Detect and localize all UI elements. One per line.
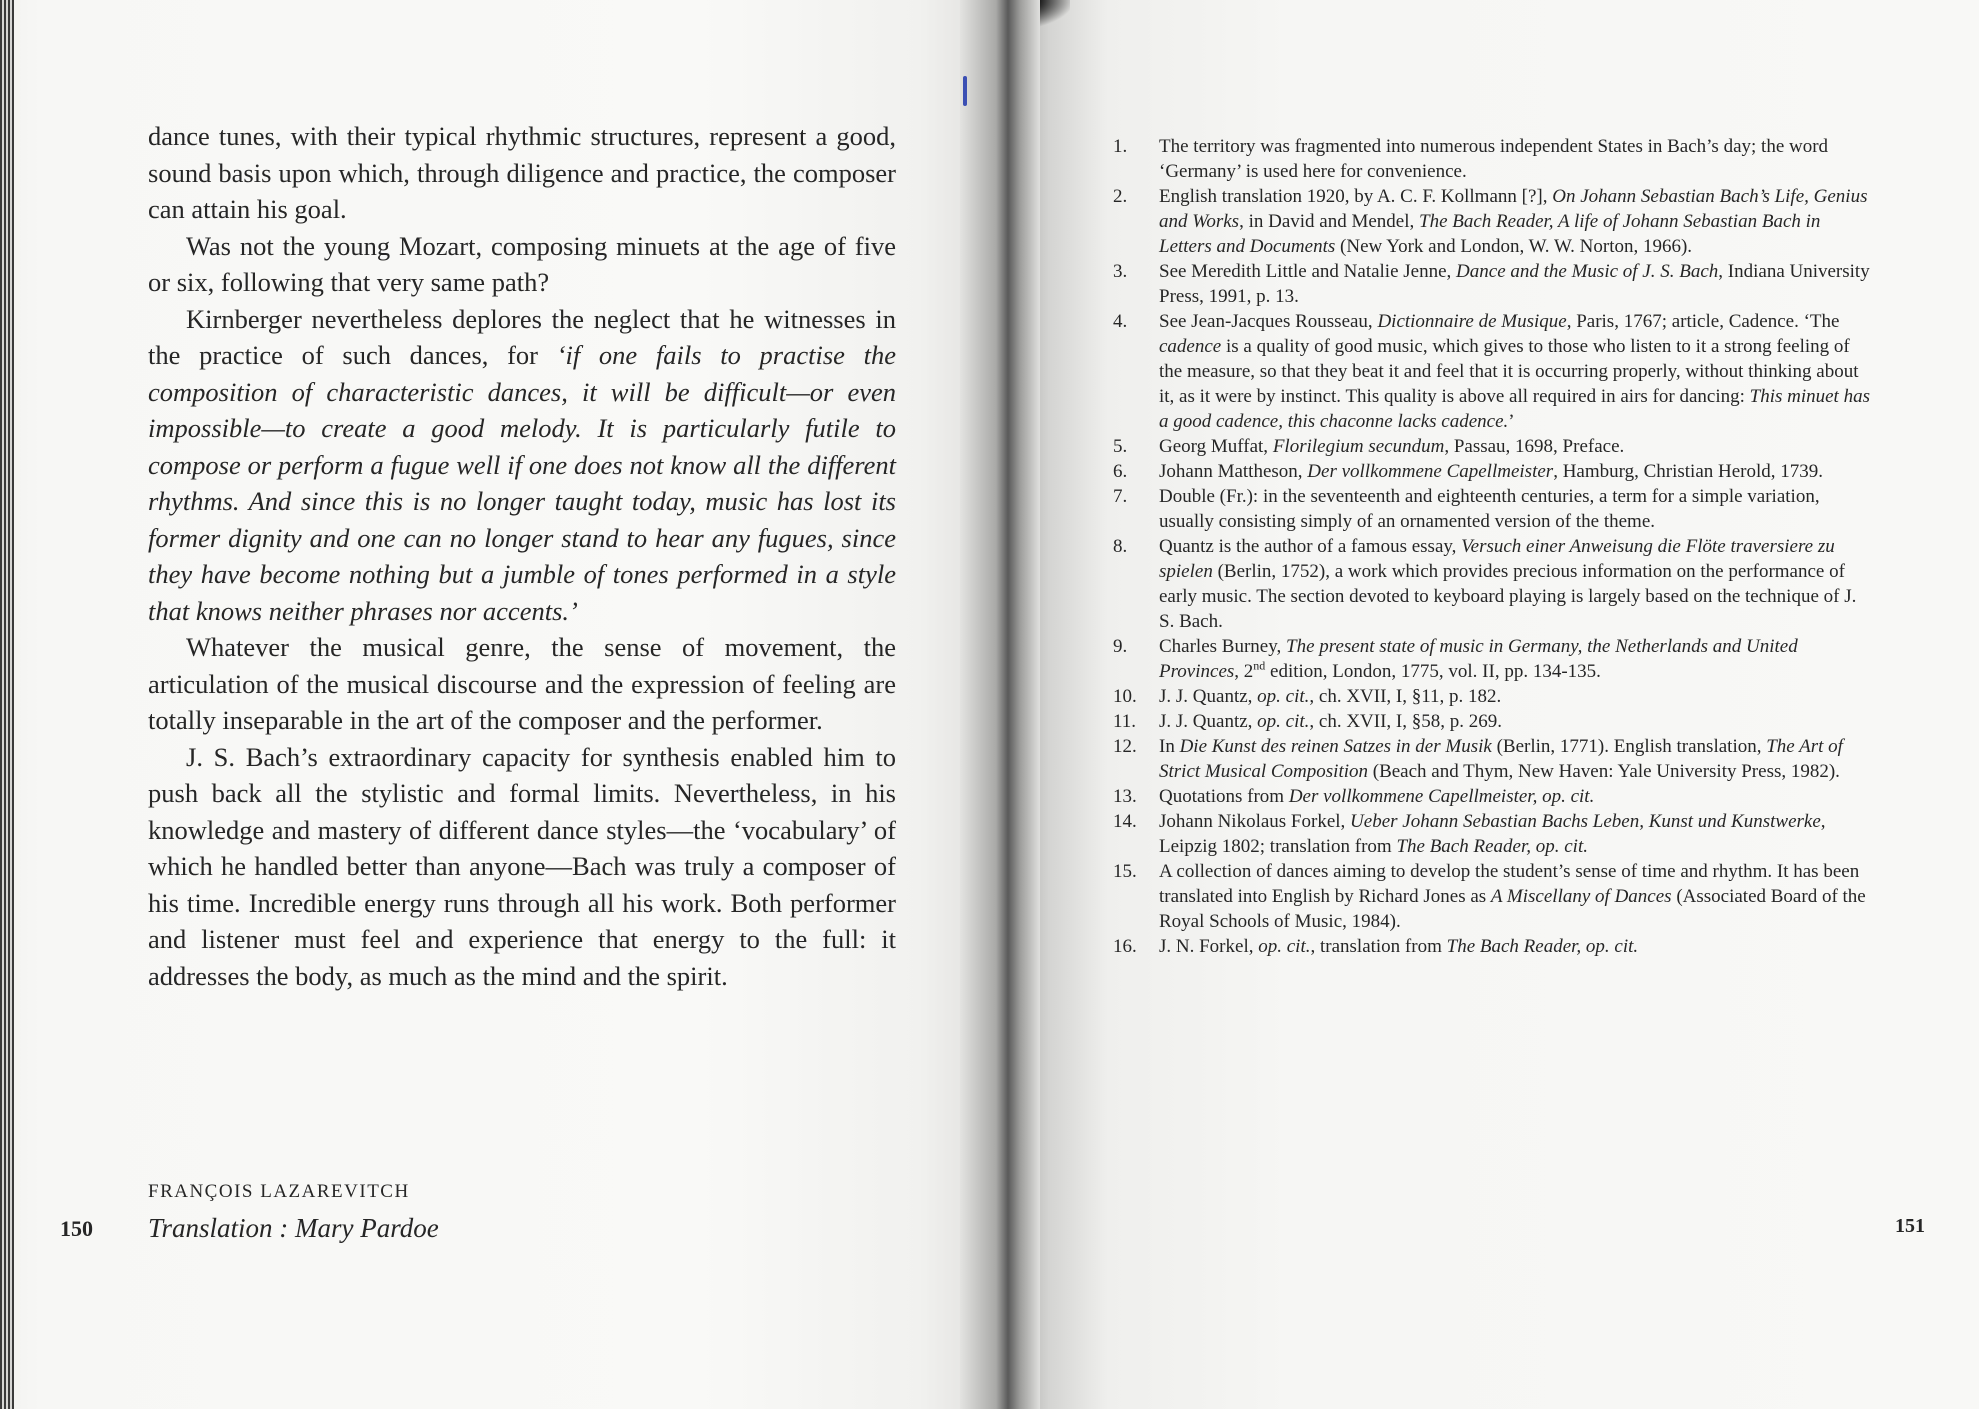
italic-text: Florilegium secundum [1272,436,1445,457]
endnote-item [1113,434,1873,459]
endnote-number: 2. [1113,186,1128,207]
endnote-text [1159,461,1823,482]
author-name: FRANÇOIS LAZAREVITCH [148,1181,410,1202]
text-run: , Indiana University Press, 1991, p. 13. [1159,261,1870,307]
text-run: J. J. Quantz, [1159,711,1258,732]
text-run: (Berlin, 1771). English translation, [1491,736,1767,757]
text-run: Georg Muffat, [1159,436,1273,457]
endnote-item [1113,809,1873,859]
endnote-item [1113,734,1873,784]
italic-text: Versuch einer Anweisung die Flöte traversiere zu spielen [1159,536,1835,582]
text-run: English translation 1920, by A. C. F. Kollmann [?], [1159,186,1553,207]
text-run: Whatever the musical genre, the sense of movement, the articulation of the musical discourse and the expression of feeling are totally inseparable in the art of the composer and the performer. [148,632,896,735]
text-run: , translation from [1310,936,1447,957]
italic-text: On Johann Sebastian Bach’s Life, Genius and Works [1159,186,1868,232]
body-paragraph [148,739,896,995]
italic-text: ‘if one fails to practise the composition of characteristic dances, it will be difficult—or even impossible—to create a good melody. It is particularly futile to compose or perform a fugue well if one does not know all the different rhythms. And since this is no longer taught today, music has lost its former dignity and one can no longer stand to hear any fugues, since they have become nothing but a jumble of tones performed in a style that knows neither phrases nor accents.’ [148,340,896,626]
endnote-number: 11. [1113,711,1137,732]
endnote-text [1159,736,1843,782]
text-run: , 2 [1234,661,1254,682]
endnote-text [1159,811,1826,857]
italic-text: The Bach Reader, A life of Johann Sebastian Bach in Letters and Documents [1159,211,1821,257]
endnote-number: 10. [1113,686,1137,707]
endnote-text [1159,786,1594,807]
endnote-text [1159,311,1870,432]
text-run: edition, London, 1775, vol. II, pp. 134-135. [1265,661,1601,682]
italic-text: Die Kunst des reinen Satzes in der Musik [1179,736,1492,757]
endnote-item [1113,934,1873,959]
italic-text: Ueber Johann Sebastian Bachs Leben, Kunst und Kunstwerke [1350,811,1821,832]
text-run: J. N. Forkel, [1159,936,1259,957]
italic-text: This minuet has a good cadence, this chaconne lacks cadence. [1159,386,1870,432]
page-number-left: 150 [60,1216,93,1241]
text-run: J. J. Quantz, [1159,686,1258,707]
text-run: (Berlin, 1752), a work which provides precious information on the performance of early music. The section devoted to keyboard playing is largely based on the technique of J. S. Bach. [1159,561,1857,632]
italic-text: cadence [1159,336,1222,357]
endnote-number: 5. [1113,436,1128,457]
body-paragraph [148,629,896,739]
text-run: (Associated Board of the Royal Schools of Music, 1984). [1159,886,1866,932]
italic-text: A Miscellany of Dances [1490,886,1672,907]
endnote-number: 6. [1113,461,1128,482]
text-run: , Hamburg, Christian Herold, 1739. [1553,461,1824,482]
endnote-number: 8. [1113,536,1128,557]
italic-text: The Art of Strict Musical Composition [1159,736,1843,782]
endnote-number: 3. [1113,261,1128,282]
endnote-item [1113,634,1873,684]
endnote-text [1159,261,1870,307]
endnote-number: 9. [1113,636,1128,657]
superscript-text: nd [1253,658,1266,673]
text-run: J. S. Bach’s extraordinary capacity for synthesis enabled him to push back all the stylistic and formal limits. Nevertheless, in his knowledge and mastery of different dance styles—the ‘vocabulary’ of which he handled better than anyone—Bach was truly a composer of his time. Incredible energy runs through all his work. Both performer and listener must feel and experience that energy to the full: it addresses the body, as much as the mind and the spirit. [148,741,896,991]
italic-text: Der vollkommene Capellmeister, op. cit. [1288,786,1595,807]
endnote-number: 16. [1113,936,1137,957]
endnote-text [1159,686,1501,707]
endnote-number: 4. [1113,311,1128,332]
page-edge-stack [0,0,14,1409]
italic-text: op. cit. [1257,686,1310,707]
text-run: Charles Burney, [1159,636,1286,657]
endnote-item [1113,259,1873,309]
endnote-item [1113,684,1873,709]
endnote-number: 14. [1113,811,1137,832]
endnote-number: 15. [1113,861,1137,882]
text-run: See Jean-Jacques Rousseau, [1159,311,1378,332]
italic-text: The Bach Reader, op. cit. [1396,836,1588,857]
text-run: Was not the young Mozart, composing minuets at the age of five or six, following that very same path? [148,230,896,297]
text-run: dance tunes, with their typical rhythmic structures, represent a good, sound basis upon which, through diligence and practice, the composer can attain his goal. [148,121,896,224]
endnote-item [1113,309,1873,434]
text-run: , in David and Mendel, [1239,211,1419,232]
endnote-item [1113,459,1873,484]
text-run: , ch. XVII, I, §11, p. 182. [1309,686,1502,707]
endnote-item [1113,534,1873,634]
text-run: Quantz is the author of a famous essay, [1159,536,1462,557]
endnote-item [1113,784,1873,809]
endnote-text [1159,936,1638,957]
endnote-text [1159,536,1856,632]
endnotes-list [1113,134,1873,959]
italic-text: The Bach Reader, op. cit. [1446,936,1639,957]
body-paragraph [148,301,896,630]
endnote-item [1113,134,1873,184]
body-paragraph [148,228,896,301]
endnote-number: 13. [1113,786,1137,807]
text-run: Johann Mattheson, [1159,461,1308,482]
endnote-item [1113,709,1873,734]
text-run: , Paris, 1767; article, Cadence. ‘The [1566,311,1840,332]
italic-text: Der vollkommene Capellmeister [1307,461,1554,482]
italic-text: op. cit. [1258,936,1311,957]
endnote-number: 7. [1113,486,1128,507]
italic-text: op. cit. [1257,711,1310,732]
endnote-text [1159,636,1798,682]
text-run: Johann Nikolaus Forkel, [1159,811,1351,832]
text-run: is a quality of good music, which gives to those who listen to it a strong feeling of the measure, so that they beat it and feel that it is occurring properly, without thinking about it, as it were by instinct. This quality is above all required in airs for dancing: [1159,336,1859,407]
endnote-text [1159,711,1502,732]
text-run: (Beach and Thym, New Haven: Yale University Press, 1982). [1368,761,1840,782]
page-number-right: 151 [1895,1215,1925,1237]
endnote-item [1113,184,1873,259]
text-run: Double (Fr.): in the seventeenth and eighteenth centuries, a term for a simple variation, usually consisting simply of an ornamented version of the theme. [1159,486,1820,532]
italic-text: The present state of music in Germany, the Netherlands and United Provinces [1159,636,1798,682]
endnote-text [1159,486,1820,532]
text-run: The territory was fragmented into numerous independent States in Bach’s day; the word ‘Germany’ is used here for convenience. [1159,136,1829,182]
book-gutter [960,0,1040,1409]
endnote-text [1159,136,1828,182]
endnote-number: 1. [1113,136,1128,157]
endnote-item [1113,484,1873,534]
text-run: , Passau, 1698, Preface. [1444,436,1625,457]
endnote-text [1159,861,1866,932]
italic-text: Dictionnaire de Musique [1377,311,1567,332]
text-run: See Meredith Little and Natalie Jenne, [1159,261,1457,282]
text-run: In [1159,736,1180,757]
translation-credit: Translation : Mary Pardoe [148,1213,439,1243]
text-run: , Leipzig 1802; translation from [1159,811,1826,857]
text-run: Kirnberger nevertheless deplores the neglect that he witnesses in the practice of such dances, for [148,303,896,370]
text-run: Quotations from [1159,786,1289,807]
endnote-item [1113,859,1873,934]
body-paragraph [148,118,896,228]
text-run: , ch. XVII, I, §58, p. 269. [1309,711,1503,732]
text-run: A collection of dances aiming to develop the student’s sense of time and rhythm. It has been translated into English by Richard Jones as [1159,861,1860,907]
text-run: (New York and London, W. W. Norton, 1966). [1335,236,1693,257]
endnote-text [1159,436,1624,457]
pen-mark [963,76,967,106]
italic-text: Dance and the Music of J. S. Bach [1456,261,1719,282]
text-run: ’ [1508,411,1515,432]
left-body-text [148,118,896,994]
endnote-text [1159,186,1867,257]
endnote-number: 12. [1113,736,1137,757]
